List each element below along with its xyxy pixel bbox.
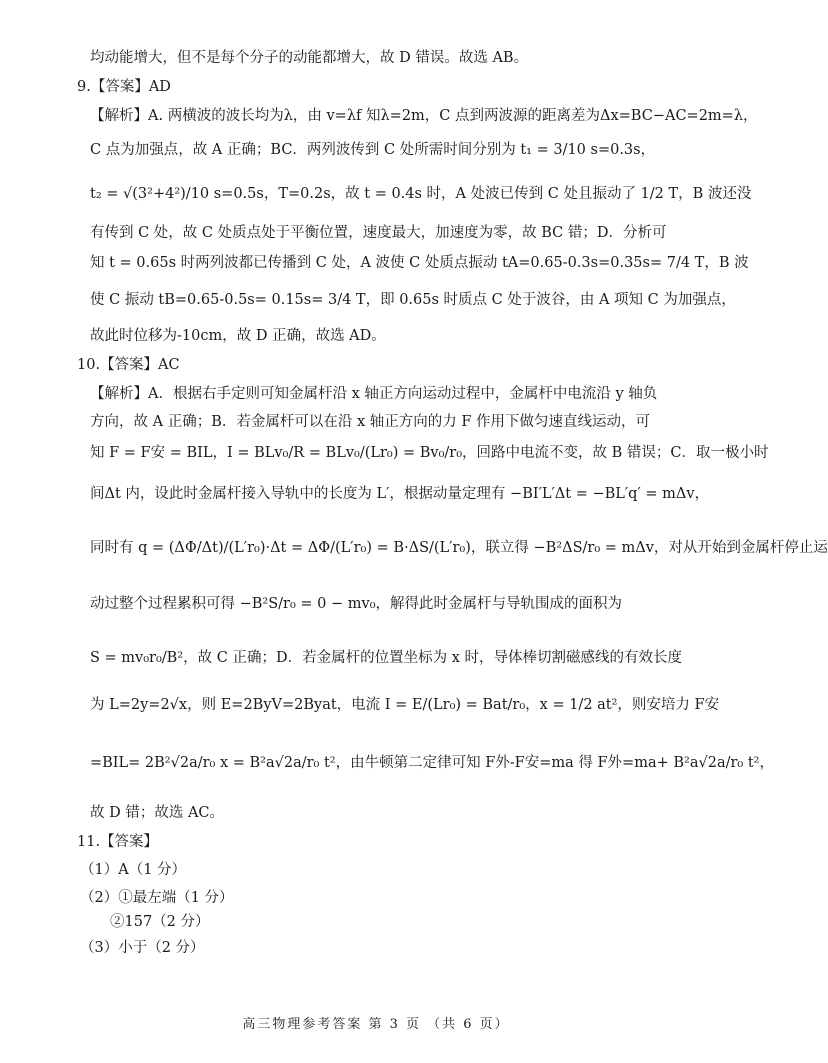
page-footer: 高三物理参考答案 第 3 页 （共 6 页） [242,1017,510,1032]
text-line: 9.【答案】AD [77,79,171,95]
text-line: 为 L=2y=2√x，则 E=2ByV=2Byat，电流 I = E/(Lr₀) = Bat/r₀，x = 1/2 at²，则安培力 F安 [90,697,720,713]
text-line: 同时有 q = (ΔΦ/Δt)/(L′r₀)·Δt = ΔΦ/(L′r₀) = B·ΔS/(L′r₀)，联立得 −B²ΔS/r₀ = mΔv，对从开始到金属杆停止运 [90,540,828,556]
text-line: （1）A（1 分） [80,862,187,878]
text-line: 知 F = F安 = BIL，I = BLv₀/R = BLv₀/(Lr₀) = Bv₀/r₀，回路中电流不变，故 B 错误；C．取一极小时 [90,445,769,461]
text-line: 动过整个过程累积可得 −B²S/r₀ = 0 − mv₀，解得此时金属杆与导轨围成的面积为 [90,596,623,612]
text-line: ②157（2 分） [110,914,210,930]
text-line: C 点为加强点，故 A 正确；BC．两列波传到 C 处所需时间分别为 t₁ = 3/10 s=0.3s， [90,142,656,158]
text-line: =BIL= 2B²√2a/r₀ x = B²a√2a/r₀ t²，由牛顿第二定律可知 F外-F安=ma 得 F外=ma+ B²a√2a/r₀ t²， [90,755,774,771]
text-line: （2）①最左端（1 分） [80,890,234,906]
text-line: 11.【答案】 [77,834,159,850]
text-line: 【解析】A. 两横波的波长均为λ，由 v=λf 知λ=2m，C 点到两波源的距离差为Δx=BC−AC=2m=λ， [90,108,758,124]
text-line: 方向，故 A 正确；B．若金属杆可以在沿 x 轴正方向的力 F 作用下做匀速直线运动，可 [90,414,651,430]
text-line: 故此时位移为-10cm，故 D 正确，故选 AD。 [90,328,386,344]
text-line: 知 t = 0.65s 时两列波都已传播到 C 处，A 波使 C 处质点振动 tA=0.65-0.3s=0.35s= 7/4 T，B 波 [90,255,749,271]
text-line: S = mv₀r₀/B²，故 C 正确；D．若金属杆的位置坐标为 x 时，导体棒切割磁感线的有效长度 [90,650,682,666]
text-line: 故 D 错；故选 AC。 [90,805,225,821]
text-line: 间Δt 内，设此时金属杆接入导轨中的长度为 L′，根据动量定理有 −BI′L′Δt = −BL′q′ = mΔv， [90,486,710,502]
text-line: 均动能增大，但不是每个分子的动能都增大，故 D 错误。故选 AB。 [90,50,529,66]
text-line: t₂ = √(3²+4²)/10 s=0.5s，T=0.2s，故 t = 0.4s 时，A 处波已传到 C 处且振动了 1/2 T，B 波还没 [90,186,752,202]
text-line: 使 C 振动 tB=0.65-0.5s= 0.15s= 3/4 T，即 0.65s 时质点 C 处于波谷，由 A 项知 C 为加强点， [90,292,736,308]
text-line: 有传到 C 处，故 C 处质点处于平衡位置，速度最大，加速度为零，故 BC 错；D．分析可 [90,225,667,241]
text-line: 10.【答案】AC [77,357,180,373]
text-line: （3）小于（2 分） [80,940,205,956]
text-line: 【解析】A．根据右手定则可知金属杆沿 x 轴正方向运动过程中，金属杆中电流沿 y 轴负 [90,386,658,402]
